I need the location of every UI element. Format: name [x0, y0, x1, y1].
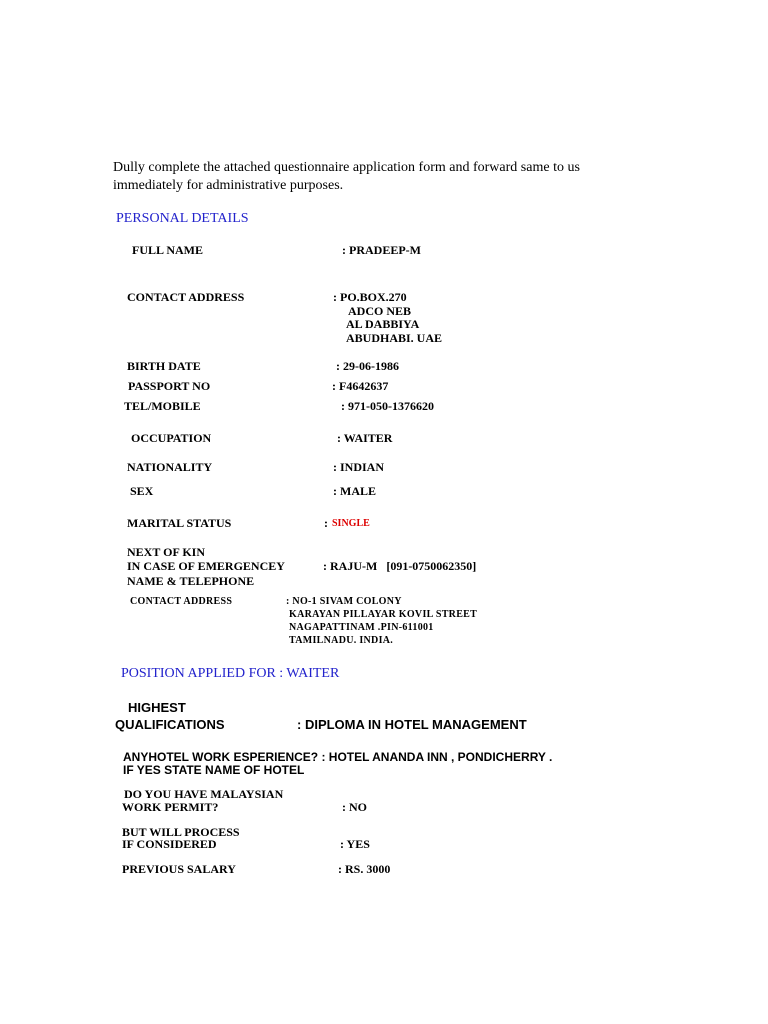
sex-label: SEX — [130, 484, 154, 498]
intro-line-2: immediately for administrative purposes. — [113, 178, 344, 193]
highest-label: HIGHEST — [128, 700, 186, 715]
contact-address-line-3: AL DABBIYA — [346, 317, 420, 331]
marital-status-value: SINGLE — [332, 518, 370, 529]
contact-address-line-4: ABUDHABI. UAE — [346, 331, 443, 345]
birth-date-value: : 29-06-1986 — [336, 359, 399, 373]
position-applied-heading: POSITION APPLIED FOR : WAITER — [121, 666, 340, 681]
next-of-kin-label-3: NAME & TELEPHONE — [127, 574, 255, 588]
qualifications-label: QUALIFICATIONS — [115, 717, 225, 732]
contact-address-line-1: : PO.BOX.270 — [333, 290, 407, 304]
passport-no-value: : F4642637 — [332, 379, 389, 393]
experience-line-2: IF YES STATE NAME OF HOTEL — [123, 763, 305, 777]
sex-value: : MALE — [333, 484, 376, 498]
next-of-kin-value: : RAJU-M [091-0750062350] — [323, 559, 477, 573]
next-of-kin-label-1: NEXT OF KIN — [127, 545, 206, 559]
process-line-2: IF CONSIDERED — [122, 837, 217, 851]
permit-line-1: DO YOU HAVE MALAYSIAN — [124, 787, 284, 801]
tel-mobile-value: : 971-050-1376620 — [341, 399, 434, 413]
kin-contact-address-label: CONTACT ADDRESS — [130, 596, 233, 607]
full-name-label: FULL NAME — [132, 243, 204, 257]
tel-mobile-label: TEL/MOBILE — [124, 399, 201, 413]
experience-line-1: ANYHOTEL WORK ESPERIENCE? : HOTEL ANANDA INN , PONDICHERRY . — [123, 750, 553, 764]
kin-address-line-2: KARAYAN PILLAYAR KOVIL STREET — [289, 609, 478, 620]
process-value: : YES — [340, 837, 370, 851]
contact-address-label: CONTACT ADDRESS — [127, 290, 245, 304]
marital-status-colon: : — [324, 516, 328, 530]
process-line-1: BUT WILL PROCESS — [122, 825, 240, 839]
next-of-kin-label-2: IN CASE OF EMERGENCEY — [127, 559, 285, 573]
marital-status-label: MARITAL STATUS — [127, 516, 232, 530]
birth-date-label: BIRTH DATE — [127, 359, 201, 373]
personal-details-heading: PERSONAL DETAILS — [116, 211, 249, 226]
contact-address-line-2: ADCO NEB — [348, 304, 412, 318]
permit-value: : NO — [342, 800, 367, 814]
permit-line-2: WORK PERMIT? — [122, 800, 219, 814]
passport-no-label: PASSPORT NO — [128, 379, 211, 393]
nationality-label: NATIONALITY — [127, 460, 213, 474]
nationality-value: : INDIAN — [333, 460, 384, 474]
kin-address-line-4: TAMILNADU. INDIA. — [289, 635, 394, 646]
intro-line-1: Dully complete the attached questionnaire application form and forward same to us — [113, 160, 580, 175]
previous-salary-value: : RS. 3000 — [338, 862, 391, 876]
occupation-value: : WAITER — [337, 431, 393, 445]
occupation-label: OCCUPATION — [131, 431, 212, 445]
full-name-value: : PRADEEP-M — [342, 243, 421, 257]
previous-salary-label: PREVIOUS SALARY — [122, 862, 236, 876]
kin-address-line-3: NAGAPATTINAM .PIN-611001 — [289, 622, 434, 633]
kin-address-line-1: : NO-1 SIVAM COLONY — [286, 596, 402, 607]
qualifications-value: : DIPLOMA IN HOTEL MANAGEMENT — [297, 717, 527, 732]
